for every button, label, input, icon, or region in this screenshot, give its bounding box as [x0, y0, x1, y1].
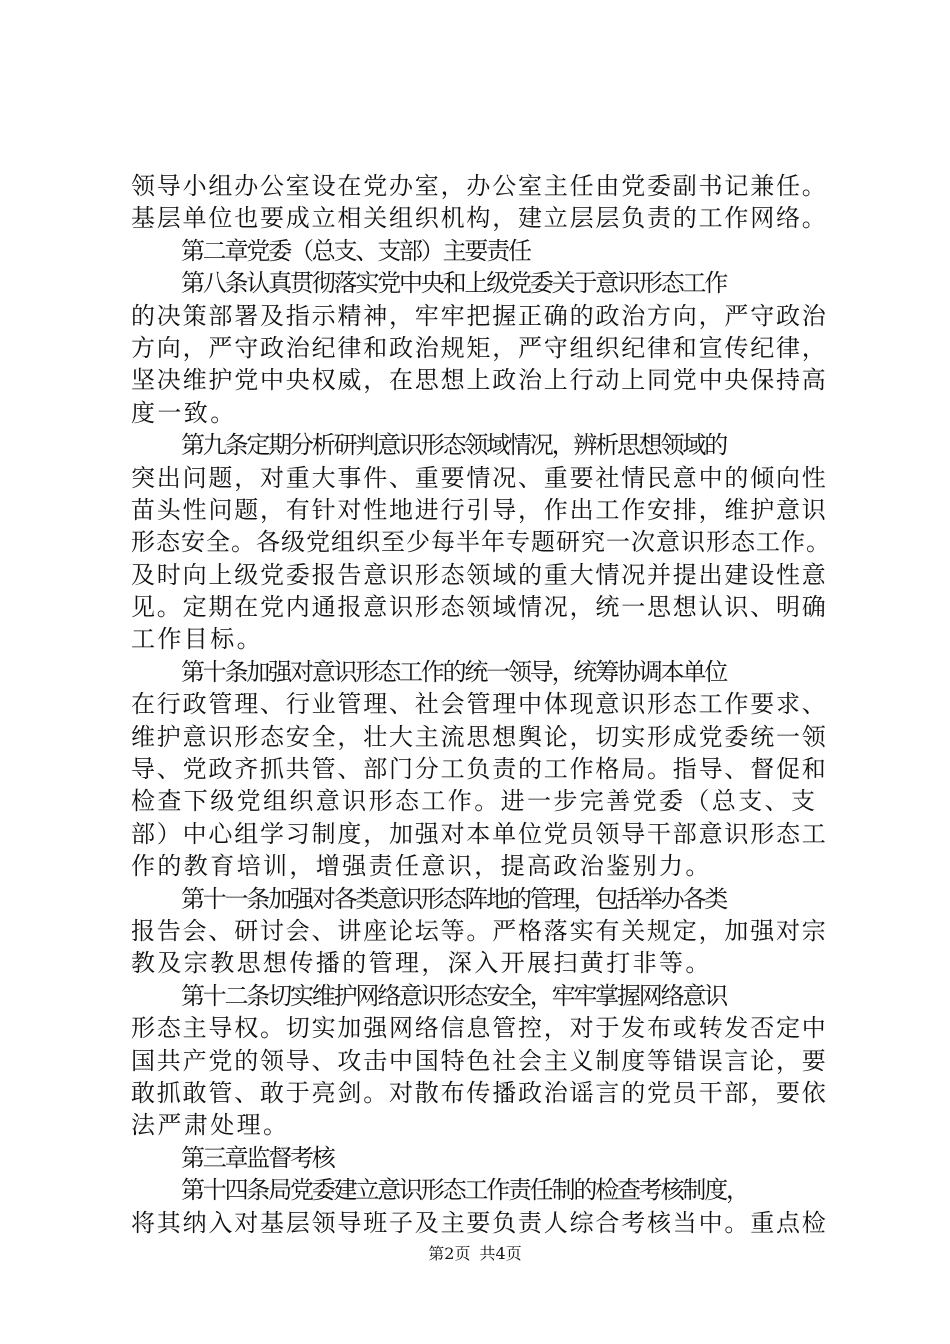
document-body [131, 170, 831, 1239]
text-line: 形态安全。各级党组织至少每半年专题研究一次意识形态工作。 [131, 528, 831, 557]
text-line: 在行政管理、行业管理、社会管理中体现意识形态工作要求、 [131, 690, 828, 719]
text-line: 工作目标。 [131, 625, 263, 654]
text-line: 报告会、研讨会、讲座论坛等。严格落实有关规定，加强对宗 [131, 916, 828, 945]
text-line: 领导小组办公室设在党办室，办公室主任由党委副书记兼任。 [131, 172, 828, 200]
text-line: 度一致。 [131, 398, 237, 427]
text-line: 敢抓敢管、敢于亮剑。对散布传播政治谣言的党员干部，要依 [131, 1078, 828, 1107]
text-line: 教及宗教思想传播的管理，深入开展扫黄打非等。 [131, 949, 712, 978]
text-line: 维护意识形态安全，壮大主流思想舆论，切实形成党委统一领 [131, 722, 828, 751]
text-line: 突出问题，对重大事件、重要情况、重要社情民意中的倾向性 [131, 463, 828, 492]
text-line: 的决策部署及指示精神，牢牢把握正确的政治方向，严守政治 [131, 301, 828, 330]
text-line: 第三章监督考核 [181, 1143, 334, 1172]
text-line: 第二章党委（总支、支部）主要责任 [181, 236, 530, 265]
text-line: 第八条认真贯彻落实党中央和上级党委关于意识形态工作 [181, 269, 726, 298]
page-number: 第2页 [428, 1244, 471, 1263]
text-line: 国共产党的领导、攻击中国特色社会主义制度等错误言论，要 [131, 1046, 828, 1075]
page-total: 共4页 [479, 1244, 522, 1263]
text-line: 检查下级党组织意识形态工作。进一步完善党委（总支、支 [131, 787, 818, 816]
text-line: 坚决维护党中央权威，在思想上政治上行动上同党中央保持高 [131, 366, 828, 395]
text-line: 第十一条加强对各类意识形态阵地的管理，包括举办各类 [181, 884, 726, 913]
page-footer [0, 1244, 950, 1264]
text-line: 第十二条切实维护网络意识形态安全，牢牢掌握网络意识 [181, 981, 726, 1010]
text-line: 第十条加强对意识形态工作的统一领导，统筹协调本单位 [181, 657, 726, 686]
text-line: 苗头性问题，有针对性地进行引导，作出工作安排，维护意识 [131, 495, 828, 524]
text-line: 导、党政齐抓共管、部门分工负责的工作格局。指导、督促和 [131, 755, 828, 784]
text-line: 方向，严守政治纪律和政治规矩，严守组织纪律和宣传纪律， [131, 333, 828, 362]
text-line: 形态主导权。切实加强网络信息管控，对于发布或转发否定中 [131, 1014, 828, 1043]
text-line: 作的教育培训，增强责任意识，提高政治鉴别力。 [131, 852, 712, 881]
text-line: 第十四条局党委建立意识形态工作责任制的检查考核制度， [181, 1176, 748, 1205]
text-line: 法严肃处理。 [131, 1111, 290, 1140]
text-line: 将其纳入对基层领导班子及主要负责人综合考核当中。重点检 [131, 1208, 828, 1237]
text-line: 及时向上级党委报告意识形态领域的重大情况并提出建设性意 [131, 560, 828, 589]
text-line: 见。定期在党内通报意识形态领域情况，统一思想认识、明确 [131, 593, 828, 622]
text-line: 第九条定期分析研判意识形态领域情况，辨析思想领域的 [181, 431, 726, 460]
text-line: 基层单位也要成立相关组织机构，建立层层负责的工作网络。 [131, 204, 828, 233]
text-line: 部）中心组学习制度，加强对本单位党员领导干部意识形态工 [131, 819, 828, 848]
